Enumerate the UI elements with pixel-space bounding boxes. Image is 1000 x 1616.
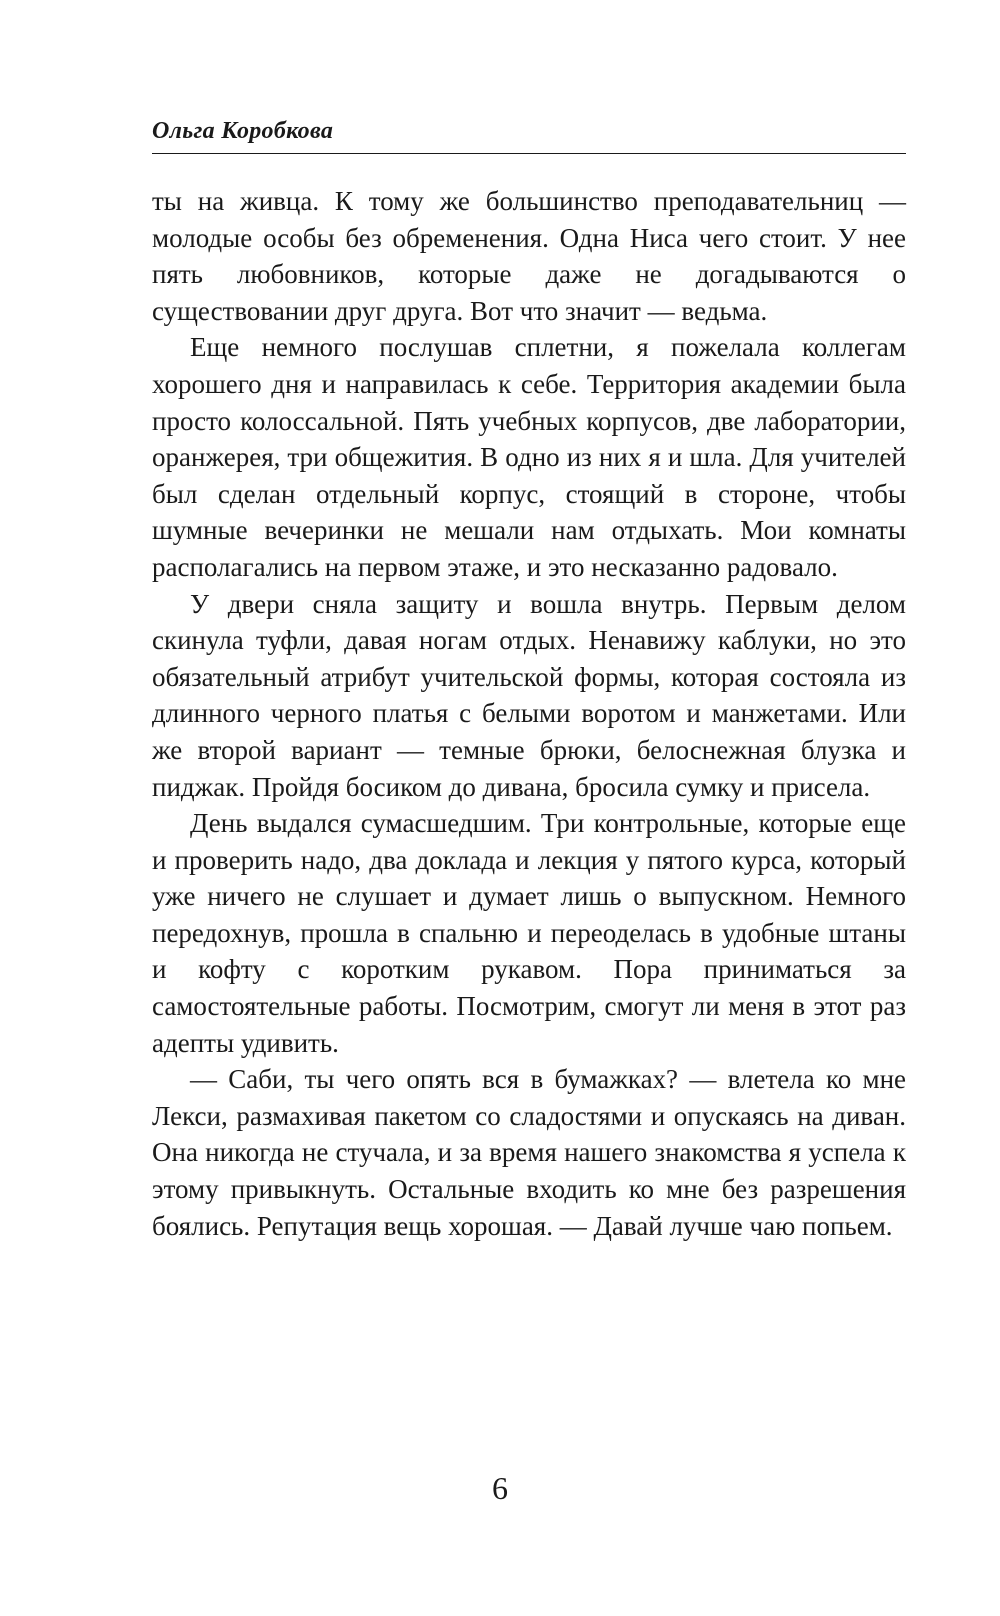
paragraph-4: День выдался сумасшедшим. Три контрольные, которые еще и проверить надо, два доклада и лекция у пятого курса, который уже ничего не слушает и думает лишь о выпускном. Немного передохнув, прошла в спальню и переоделась в удобные штаны и кофту с коротким рукавом. Пора приниматься за самостоятельные работы. Посмотрим, смогут ли меня в этот раз адепты удивить. — [152, 808, 906, 1058]
paragraph-1: ты на живца. К тому же большинство преподавательниц — молодые особы без обременения. Одна Ниса чего стоит. У нее пять любовников, которые даже не догадываются о существовании друг друга. Вот что значит — ведьма. — [152, 186, 906, 326]
page-text — [152, 183, 906, 1244]
page-number: 6 — [492, 1470, 508, 1506]
paragraph-3: У двери сняла защиту и вошла внутрь. Первым делом скинула туфли, давая ногам отдых. Ненавижу каблуки, но это обязательный атрибут учительской формы, которая состояла из длинного черного платья с белыми воротом и манжетами. Или же второй вариант — темные брюки, белоснежная блузка и пиджак. Пройдя босиком до дивана, бросила сумку и присела. — [152, 588, 906, 802]
running-head — [152, 118, 906, 154]
author-name: Ольга Коробкова — [152, 118, 334, 144]
paragraph-5: — Саби, ты чего опять вся в бумажках? — влетела ко мне Лекси, размахивая пакетом со сладостями и опускаясь на диван. Она никогда не стучала, и за время нашего знакомства я успела к этому привыкнуть. Остальные входить ко мне без разрешения боялись. Репутация вещь хорошая. — Давай лучше чаю попьем. — [152, 1064, 906, 1241]
paragraph-2: Еще немного послушав сплетни, я пожелала коллегам хорошего дня и направилась к себе. Территория академии была просто колоссальной. Пять учебных корпусов, две лаборатории, оранжерея, три общежития. В одно из них я и шла. Для учителей был сделан отдельный корпус, стоящий в стороне, чтобы шумные вечеринки не мешали нам отдыхать. Мои комнаты располагались на первом этаже, и это несказанно радовало. — [152, 332, 906, 582]
